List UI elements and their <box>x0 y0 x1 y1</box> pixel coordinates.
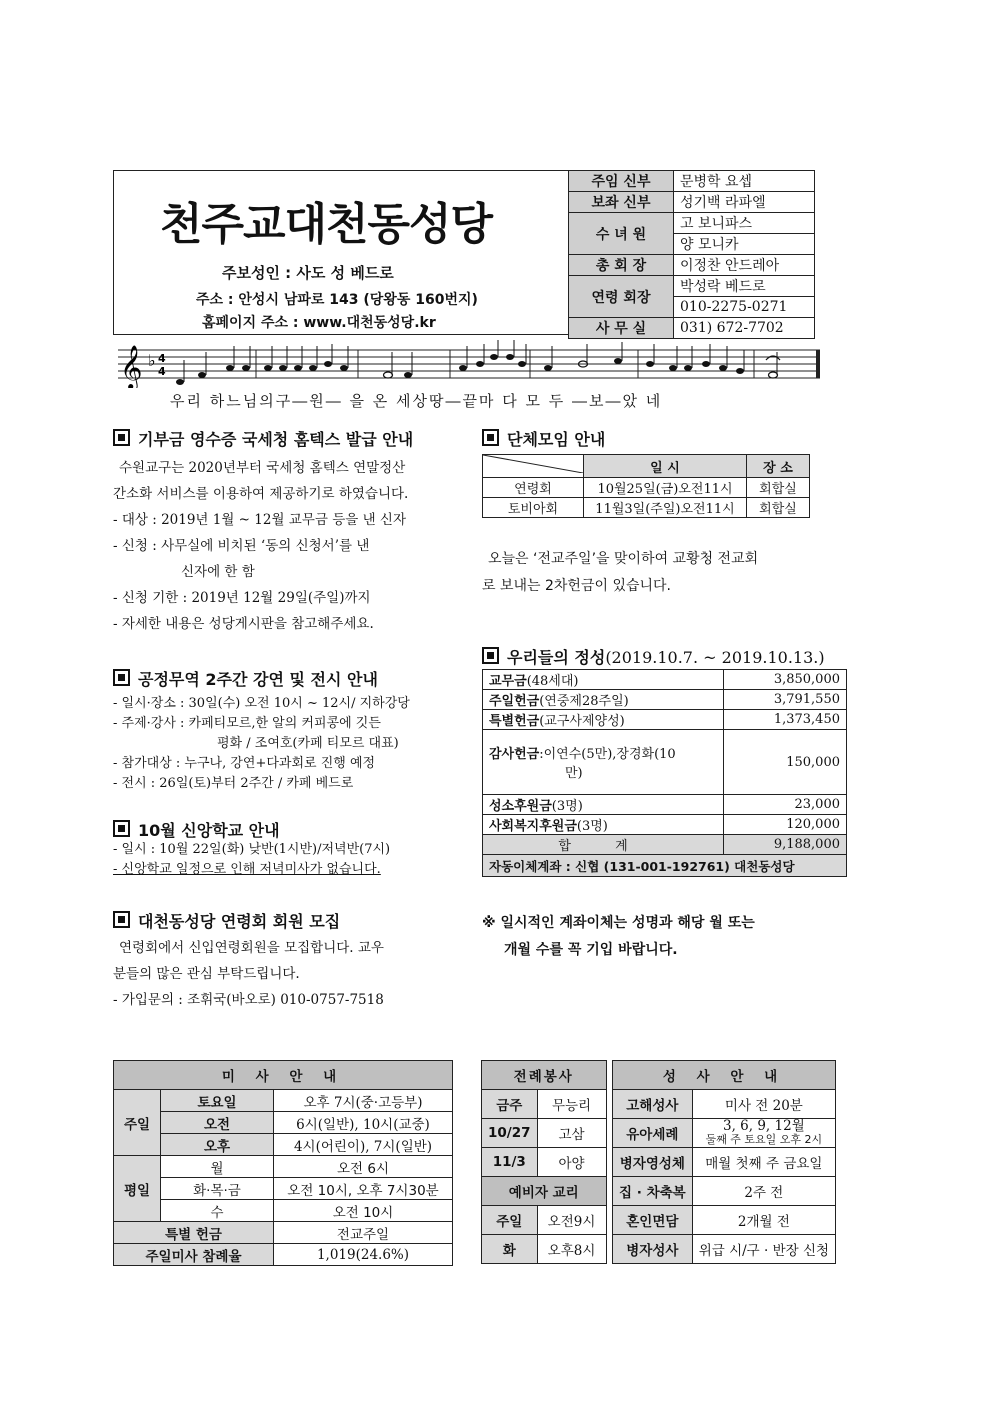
offering-label <box>483 670 724 690</box>
sacraments-table <box>612 1060 836 1264</box>
music-staff <box>118 340 823 388</box>
staff-table <box>568 170 815 339</box>
treble-clef-icon: 𝄞 <box>120 345 143 388</box>
staff-label: 총 회 장 <box>569 255 674 276</box>
offering-amount: 1,373,450 <box>724 710 847 730</box>
sacrament-key: 집 · 차축복 <box>613 1177 693 1206</box>
faith-school-heading-text: 10월 신앙학교 안내 <box>138 821 280 840</box>
square-bullet-icon <box>482 647 499 664</box>
offering-name: 주일헌금 <box>489 694 540 709</box>
tax-receipt-body <box>113 455 463 637</box>
staff-value: 문병학 요셉 <box>674 171 815 192</box>
fairtrade-l3: - 참가대상 : 누구나, 강연+다과회로 진행 예정 <box>113 756 376 771</box>
offering-name: 교무금 <box>489 674 527 689</box>
offering-note: 만) <box>565 766 583 781</box>
staff-value: 성기백 라파엘 <box>674 192 815 213</box>
offerings-heading <box>482 645 825 668</box>
sacraments-header-row <box>613 1061 836 1090</box>
square-bullet-icon <box>482 429 499 446</box>
mass-day: 수 <box>161 1200 274 1222</box>
account-note-l1: ※ 일시적인 계좌이체는 성명과 해당 월 또는 <box>482 915 755 931</box>
sacrament-value-line: 3, 6, 9, 12월 <box>723 1118 805 1134</box>
sacrament-value-line: 둘째 주 토요일 오후 2시 <box>705 1133 823 1146</box>
table-row <box>483 478 810 498</box>
total-row <box>483 835 847 855</box>
table-row <box>483 690 847 710</box>
table-row <box>114 1134 453 1156</box>
patron-saint: 주보성인 : 사도 성 베드로 <box>222 264 394 282</box>
offering-name: 사회복지후원금 <box>489 819 577 834</box>
table-row <box>613 1206 836 1235</box>
offering-note: :이연수(5만),장경화(10 <box>539 747 676 762</box>
offering-amount: 3,850,000 <box>724 670 847 690</box>
fairtrade-heading-text: 공정무역 2주간 강연 및 전시 안내 <box>138 670 378 689</box>
catechism-value: 오전9시 <box>537 1206 606 1235</box>
diagonal-cell <box>483 455 584 478</box>
staff-value: 양 모니카 <box>674 234 815 255</box>
mass-table <box>113 1060 453 1266</box>
special-offering-value: 전교주일 <box>274 1222 453 1244</box>
table-row <box>482 1090 607 1119</box>
catechism-key: 주일 <box>482 1206 538 1235</box>
staff-value: 010-2275-0271 <box>674 297 815 318</box>
staff-label: 사 무 실 <box>569 318 674 339</box>
offering-name: 성소후원금 <box>489 799 552 814</box>
staff-value: 박성락 베드로 <box>674 276 815 297</box>
sacrament-value: 2주 전 <box>692 1177 835 1206</box>
liturgy-key: 10/27 <box>482 1119 538 1148</box>
table-row <box>482 1235 607 1264</box>
offering-label <box>483 690 724 710</box>
sacrament-value: 2개월 전 <box>692 1206 835 1235</box>
mission-note <box>482 546 758 600</box>
group-place: 회합실 <box>747 478 810 498</box>
offering-amount: 120,000 <box>724 815 847 835</box>
account-note <box>482 910 755 964</box>
catechism-key: 화 <box>482 1235 538 1264</box>
staff-label: 보좌 신부 <box>569 192 674 213</box>
tax-l1: - 대상 : 2019년 1월 ~ 12월 교무금 등을 낸 신자 <box>113 512 406 528</box>
mass-time: 6시(일반), 10시(교중) <box>274 1112 453 1134</box>
liturgy-key: 금주 <box>482 1090 538 1119</box>
liturgy-heading: 전례봉사 <box>482 1061 607 1090</box>
mass-day: 오전 <box>161 1112 274 1134</box>
fairtrade-l4: - 전시 : 26일(토)부터 2주간 / 카페 베드로 <box>113 776 354 791</box>
sacrament-value: 매월 첫째 주 금요일 <box>692 1148 835 1177</box>
total-label: 합 계 <box>483 835 724 855</box>
sacrament-value <box>692 1119 835 1148</box>
staff-value: 031) 672-7702 <box>674 318 815 339</box>
tax-l4: - 자세한 내용은 성당게시판을 참고해주세요. <box>113 616 374 632</box>
tax-l2b: 신자에 한 함 <box>181 564 255 580</box>
offering-amount: 23,000 <box>724 795 847 815</box>
total-amount: 9,188,000 <box>724 835 847 855</box>
tax-receipt-heading <box>113 427 413 450</box>
offering-amount: 150,000 <box>724 730 847 795</box>
liturgy-value: 아양 <box>537 1148 606 1177</box>
svg-text:4: 4 <box>158 365 166 378</box>
offering-label <box>483 795 724 815</box>
tax-receipt-heading-text: 기부금 영수증 국세청 홈텍스 발급 안내 <box>138 430 414 449</box>
sacraments-heading: 성 사 안 내 <box>613 1061 836 1090</box>
recruit-body <box>113 935 463 1013</box>
recruit-l1: - 가입문의 : 조휘국(바오로) 010-0757-7518 <box>113 992 384 1008</box>
table-row <box>482 1119 607 1148</box>
table-row <box>613 1148 836 1177</box>
faith-school-body <box>113 840 463 880</box>
fairtrade-body <box>113 694 463 794</box>
table-row <box>114 1112 453 1134</box>
sacrament-key: 혼인면담 <box>613 1206 693 1235</box>
mass-time: 4시(어린이), 7시(일반) <box>274 1134 453 1156</box>
group-name: 토비아회 <box>483 498 584 518</box>
staff-label: 연령 회장 <box>569 276 674 318</box>
address: 주소 : 안성시 남파로 143 (당왕동 160번지) <box>196 292 478 308</box>
offering-name: 감사헌금 <box>489 747 540 762</box>
staff-label: 수 녀 원 <box>569 213 674 255</box>
sacrament-key: 유아세례 <box>613 1119 693 1148</box>
church-title: 천주교대천동성당 <box>160 199 493 250</box>
table-row <box>613 1119 836 1148</box>
recruit-heading-text: 대천동성당 연령회 회원 모집 <box>138 912 341 931</box>
staff-value: 고 보니파스 <box>674 213 815 234</box>
col-place: 장 소 <box>747 455 810 478</box>
square-bullet-icon <box>113 429 130 446</box>
table-row <box>114 1178 453 1200</box>
attendance-label: 주일미사 참례율 <box>114 1244 274 1266</box>
liturgy-value: 고삼 <box>537 1119 606 1148</box>
recruit-p2: 분들의 많은 관심 부탁드립니다. <box>113 966 300 982</box>
diagonal-line-icon <box>483 455 583 473</box>
offering-label <box>483 710 724 730</box>
tax-p1: 수원교구는 2020년부터 국세청 홈텍스 연말정산 <box>119 460 406 476</box>
recruit-heading <box>113 909 340 932</box>
catechism-value: 오후8시 <box>537 1235 606 1264</box>
liturgy-table <box>481 1060 607 1264</box>
groups-table <box>482 454 810 518</box>
offering-note: (연중제28주일) <box>539 694 629 709</box>
mass-time: 오전 10시 <box>274 1200 453 1222</box>
col-date: 일 시 <box>584 455 747 478</box>
mass-day: 오후 <box>161 1134 274 1156</box>
mass-day: 토요일 <box>161 1090 274 1112</box>
mass-time: 오전 6시 <box>274 1156 453 1178</box>
staff-row <box>569 171 815 192</box>
group-name: 연령회 <box>483 478 584 498</box>
offering-note: (3명) <box>551 799 583 814</box>
mass-heading: 미 사 안 내 <box>114 1061 453 1090</box>
table-row <box>114 1244 453 1266</box>
offering-note: (48세대) <box>526 674 579 689</box>
group-place: 회합실 <box>747 498 810 518</box>
mission-note-l2: 로 보내는 2차헌금이 있습니다. <box>482 578 671 594</box>
fairtrade-l2b: 평화 / 조여호(카페 티모르 대표) <box>217 736 399 751</box>
staff-row <box>569 255 815 276</box>
table-row <box>483 730 847 795</box>
faith-school-l1: - 일시 : 10월 22일(화) 낮반(1시반)/저녁반(7시) <box>113 842 391 857</box>
sacrament-key: 병자영성체 <box>613 1148 693 1177</box>
tax-l3: - 신청 기한 : 2019년 12월 29일(주일)까지 <box>113 590 371 606</box>
table-row <box>482 1206 607 1235</box>
account-info: 자동이체계좌 : 신협 (131-001-192761) 대천동성당 <box>483 855 847 877</box>
staff-label: 주임 신부 <box>569 171 674 192</box>
liturgy-value: 무능리 <box>537 1090 606 1119</box>
offerings-period: (2019.10.7. ~ 2019.10.13.) <box>605 648 825 667</box>
faith-school-l2: - 신앙학교 일정으로 인해 저녁미사가 없습니다. <box>113 862 381 877</box>
groups-heading-text: 단체모임 안내 <box>507 430 606 449</box>
catechism-header-row <box>482 1177 607 1206</box>
table-row <box>613 1235 836 1264</box>
fairtrade-l1: - 일시·장소 : 30일(수) 오전 10시 ~ 12시/ 지하강당 <box>113 696 410 711</box>
sacrament-value: 미사 전 20분 <box>692 1090 835 1119</box>
offering-name: 특별헌금 <box>489 714 540 729</box>
staff-row <box>569 213 815 234</box>
table-row <box>482 1148 607 1177</box>
svg-text:4: 4 <box>158 352 166 365</box>
account-row <box>483 855 847 877</box>
account-note-l2: 개월 수를 꼭 기입 바랍니다. <box>504 942 678 958</box>
offering-note: (3명) <box>576 819 608 834</box>
offerings-table <box>482 669 847 877</box>
table-row <box>483 670 847 690</box>
staff-row <box>569 276 815 297</box>
recruit-p1: 연령회에서 신입연령회원을 모집합니다. 교우 <box>119 940 384 956</box>
weekday-label: 평일 <box>114 1156 161 1222</box>
catechism-heading: 예비자 교리 <box>482 1177 607 1206</box>
square-bullet-icon <box>113 820 130 837</box>
mass-header-row <box>114 1061 453 1090</box>
table-row <box>483 498 810 518</box>
sunday-label: 주일 <box>114 1090 161 1156</box>
table-header-row <box>483 455 810 478</box>
group-date: 10월25일(금)오전11시 <box>584 478 747 498</box>
mass-time: 오후 7시(중·고등부) <box>274 1090 453 1112</box>
liturgy-header-row <box>482 1061 607 1090</box>
table-row <box>114 1200 453 1222</box>
staff-value: 이정찬 안드레아 <box>674 255 815 276</box>
table-row <box>613 1177 836 1206</box>
table-row <box>613 1090 836 1119</box>
offerings-heading-text: 우리들의 정성 <box>507 648 606 667</box>
table-row <box>483 795 847 815</box>
mass-day: 월 <box>161 1156 274 1178</box>
sacrament-value: 위급 시/구 · 반장 신청 <box>692 1235 835 1264</box>
offering-amount: 3,791,550 <box>724 690 847 710</box>
faith-school-heading <box>113 818 280 841</box>
table-row <box>483 815 847 835</box>
fairtrade-l2: - 주제·강사 : 카페티모르,한 알의 커피콩에 깃든 <box>113 716 381 731</box>
offering-label <box>483 730 724 795</box>
staff-row <box>569 318 815 339</box>
square-bullet-icon <box>113 911 130 928</box>
group-date: 11월3일(주일)오전11시 <box>584 498 747 518</box>
offering-note: (교구사제양성) <box>539 714 625 729</box>
mission-note-l1: 오늘은 ‘전교주일’을 맞이하여 교황청 전교회 <box>488 551 759 567</box>
hymn-lyrics: 우리 하느님의구―원― 을 온 세상땅―끝마 다 모 두 ―보―았 네 <box>170 392 663 410</box>
special-offering-label: 특별 헌금 <box>114 1222 274 1244</box>
table-row <box>114 1090 453 1112</box>
mass-day: 화·목·금 <box>161 1178 274 1200</box>
homepage: 홈페이지 주소 : www.대천동성당.kr <box>202 315 436 331</box>
groups-heading <box>482 427 605 450</box>
liturgy-key: 11/3 <box>482 1148 538 1177</box>
sacrament-key: 병자성사 <box>613 1235 693 1264</box>
table-row <box>114 1156 453 1178</box>
mass-time: 오전 10시, 오후 7시30분 <box>274 1178 453 1200</box>
sacrament-key: 고해성사 <box>613 1090 693 1119</box>
square-bullet-icon <box>113 669 130 686</box>
offering-label <box>483 815 724 835</box>
svg-text:♭: ♭ <box>148 351 156 370</box>
tax-l2: - 신청 : 사무실에 비치된 ‘동의 신청서’를 낸 <box>113 538 370 554</box>
fairtrade-heading <box>113 667 378 690</box>
staff-row <box>569 192 815 213</box>
table-row <box>114 1222 453 1244</box>
table-row <box>483 710 847 730</box>
tax-p2: 간소화 서비스를 이용하여 제공하기로 하였습니다. <box>113 486 409 502</box>
attendance-value: 1,019(24.6%) <box>274 1244 453 1266</box>
